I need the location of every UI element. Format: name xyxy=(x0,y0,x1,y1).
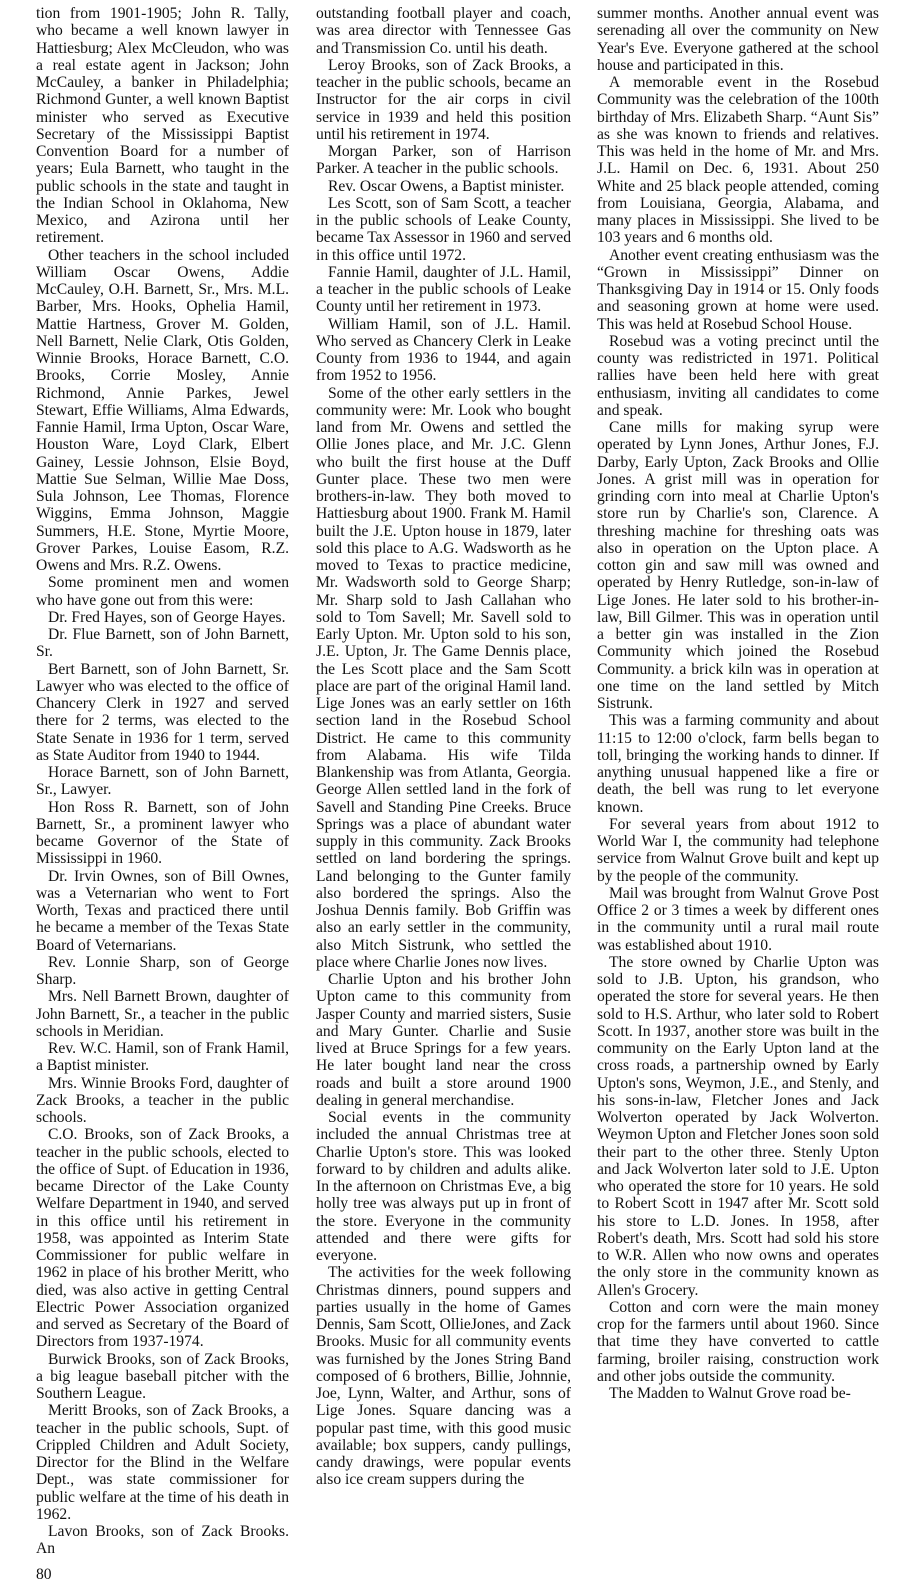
paragraph: For several years from about 1912 to World War I, the community had telephone service from Walnut Grove built and kept up by the people of the community. xyxy=(597,815,879,885)
paragraph: Other teachers in the school included William Oscar Owens, Addie McCauley, O.H. Barnett, Sr., Mrs. M.L. Barber, Mrs. Hooks, Ophelia Hamil, Mattie Hartness, Grover M. Golden, Nell Barnett, Nelie Clark, Otis Golden, Winnie Brooks, Horace Barnett, C.O. Brooks, Corrie Mosley, Annie Richmond, Annie Parkes, Jewel Stewart, Effie Williams, Alma Edwards, Fannie Hamil, Irma Upton, Oscar Ware, Houston Ware, Loyd Clark, Elbert Gainey, Lessie Johnson, Elsie Boyd, Mattie Sue Selman, Willie Mae Doss, Sula Johnson, Lee Thomas, Florence Wiggins, Emma Johnson, Maggie Summers, H.E. Stone, Myrtie Moore, Grover Parkes, Louise Easom, R.Z. Owens and Mrs. R.Z. Owens. xyxy=(36,246,289,574)
paragraph: Meritt Brooks, son of Zack Brooks, a teacher in the public schools, Supt. of Crippled Children and Adult Society, Director for the Blind in the Welfare Dept., was state commissioner for public welfare at the time of his death in 1962. xyxy=(36,1402,289,1523)
paragraph: William Hamil, son of J.L. Hamil. Who served as Chancery Clerk in Leake County from 1936 to 1944, and again from 1952 to 1956. xyxy=(316,315,571,385)
page-number: 80 xyxy=(36,1565,52,1583)
paragraph: The activities for the week following Christmas dinners, pound suppers and parties usually in the home of Games Dennis, Sam Scott, OllieJones, and Zack Brooks. Music for all community events was furnished by the Jones String Band composed of 6 brothers, Billie, Johnnie, Joe, Lynn, Walter, and Arthur, sons of Lige Jones. Square dancing was a popular past time, with this good music available; box suppers, candy pullings, candy drawings, were popular events also ice cream suppers during the xyxy=(316,1264,571,1489)
paragraph: Dr. Fred Hayes, son of George Hayes. xyxy=(48,608,286,626)
paragraph: Horace Barnett, son of John Barnett, Sr., Lawyer. xyxy=(36,764,289,799)
paragraph: A memorable event in the Rosebud Community was the celebration of the 100th birthday of Mrs. Elizabeth Sharp. “Aunt Sis” as she was known to friends and relatives. This was held in the home of Mr. and Mrs. J.L. Hamil on Dec. 6, 1931. About 250 White and 25 black people attended, coming from Louisiana, Georgia, Alabama, and many places in Mississippi. She lived to be 103 years and 6 months old. xyxy=(597,74,879,247)
paragraph: Bert Barnett, son of John Barnett, Sr. Lawyer who was elected to the office of Chancery Clerk in 1927 and served there for 2 terms, was elected to the State Senate in 1936 for 1 term, served as State Auditor from 1940 to 1944. xyxy=(36,660,289,764)
paragraph: Rev. W.C. Hamil, son of Frank Hamil, a Baptist minister. xyxy=(36,1040,289,1075)
paragraph: Leroy Brooks, son of Zack Brooks, a teacher in the public schools, became an Instructor for the air corps in civil service in 1939 and held this position until his retirement in 1974. xyxy=(316,56,571,143)
paragraph: Cane mills for making syrup were operated by Lynn Jones, Arthur Jones, F.J. Darby, Early Upton, Zack Brooks and Ollie Jones. A grist mill was in operation for grinding corn into meal at Charlie Upton's store run by Charlie's son, Clarence. A threshing machine for threshing oats was also in operation on the Upton place. A cotton gin and saw mill was owned and operated by Henry Rutledge, son-in-law of Lige Jones. He later sold to his brother-in-law, Bill Gilmer. This was in operation until a better gin was installed in the Zion Community which joined the Rosebud Community. a brick kiln was in operation at one time on the land settled by Mitch Sistrunk. xyxy=(597,419,879,712)
paragraph: Morgan Parker, son of Harrison Parker. A teacher in the public schools. xyxy=(316,143,571,178)
paragraph: outstanding football player and coach, was area director with Tennessee Gas and Transmission Co. until his death. xyxy=(316,5,571,57)
paragraph: Some of the other early settlers in the community were: Mr. Look who bought land from Mr. Owens and settled the Ollie Jones place, and Mr. J.C. Glenn who built the first house at the Duff Gunter place. These two men were brothers-in-law. They both moved to Hattiesburg about 1900. Frank M. Hamil built the J.E. Upton house in 1879, later sold this place to A.G. Wadsworth as he moved to Texas to practice medicine, Mr. Wadsworth sold to George Sharp; Mr. Sharp sold to Jash Callahan who sold to Tom Savell; Mr. Savell sold to Early Upton. Mr. Upton sold to his son, J.E. Upton, Jr. The Game Dennis place, the Les Scott place and the Sam Scott place are part of the original Hamil land. Lige Jones was an early settler on 16th section land in the Rosebud School District. He came to this community from Alabama. His wife Tilda Blankenship was from Atlanta, Georgia. George Allen settled land in the fork of Savell and Standing Pine Creeks. Bruce Springs was a place of abundant water supply in this community. Zack Brooks settled on land bordering the springs. Land belonging to the Gunter family also bordered the springs. Also the Joshua Dennis family. Bob Griffin was also an early settler in the community, also Mitch Sistrunk, who settled the place where Charlie Jones now lives. xyxy=(316,384,571,971)
paragraph: Dr. Flue Barnett, son of John Barnett, Sr. xyxy=(36,626,289,661)
paragraph: Mrs. Nell Barnett Brown, daughter of John Barnett, Sr., a teacher in the public schools in Meridian. xyxy=(36,988,289,1040)
paragraph: Mrs. Winnie Brooks Ford, daughter of Zack Brooks, a teacher in the public schools. xyxy=(36,1074,289,1126)
text-column-1-body xyxy=(36,5,289,1558)
paragraph: Les Scott, son of Sam Scott, a teacher in the public schools of Leake County, became Tax Assessor in 1960 and served in this office until 1972. xyxy=(316,194,571,264)
paragraph: Social events in the community included the annual Christmas tree at Charlie Upton's store. This was looked forward to by children and adults alike. In the afternoon on Christmas Eve, a big holly tree was always put up in front of the store. Everyone in the community attended and there were gifts for everyone. xyxy=(316,1109,571,1264)
paragraph: Charlie Upton and his brother John Upton came to this community from Jasper County and married sisters, Susie and Mary Gunter. Charlie and Susie lived at Bruce Springs for a few years. He later bought land near the cross roads and built a store around 1900 dealing in general merchandise. xyxy=(316,971,571,1109)
paragraph: Rev. Oscar Owens, a Baptist minister. xyxy=(328,177,565,195)
paragraph: Cotton and corn were the main money crop for the farmers until about 1960. Since that time they have converted to cattle farming, broiler raising, construction work and other jobs outside the community. xyxy=(597,1298,879,1385)
text-column-3 xyxy=(597,5,879,1402)
paragraph: tion from 1901-1905; John R. Tally, who became a well known lawyer in Hattiesburg; Alex McCleudon, who was a real estate agent in Jackson; John McCauley, a banker in Philadelphia; Richmond Gunter, a well known Baptist minister who served as Executive Secretary of the Mississippi Baptist Convention Board for a number of years; Eula Barnett, who taught in the public schools in the state and taught in the Indian School in Oklahoma, New Mexico, and Azirona until her retirement. xyxy=(36,5,289,247)
text-column-2 xyxy=(316,5,571,1489)
paragraph: summer months. Another annual event was serenading all over the community on New Year's Eve. Everyone gathered at the school house and participated in this. xyxy=(597,5,879,74)
paragraph: Lavon Brooks, son of Zack Brooks. An xyxy=(36,1523,289,1558)
paragraph: Rev. Lonnie Sharp, son of George Sharp. xyxy=(36,953,289,988)
paragraph: The Madden to Walnut Grove road be- xyxy=(609,1385,851,1402)
paragraph: Fannie Hamil, daughter of J.L. Hamil, a teacher in the public schools of Leake County until her retirement in 1973. xyxy=(316,263,571,316)
paragraph: Some prominent men and women who have gone out from this were: xyxy=(36,574,289,609)
text-column-1 xyxy=(36,5,289,1583)
paragraph: C.O. Brooks, son of Zack Brooks, a teacher in the public schools, elected to the office of Supt. of Education in 1936, became Director of the Lake County Welfare Department in 1940, and served in this office until his retirement in 1958, was appointed as Interim State Commissioner for public welfare in 1962 in place of his brother Meritt, who died, was also active in getting Central Electric Power Association organized and served as Secretary of the Board of Directors from 1937-1974. xyxy=(36,1126,289,1351)
paragraph: Another event creating enthusiasm was the “Grown in Mississippi” Dinner on Thanksgiving Day in 1914 or 15. Only foods and seasoning grown at home were used. This was held at Rosebud School House. xyxy=(597,246,879,333)
paragraph: Mail was brought from Walnut Grove Post Office 2 or 3 times a week by different ones in the community until a rural mail route was established about 1910. xyxy=(597,884,879,954)
paragraph: Hon Ross R. Barnett, son of John Barnett, Sr., a prominent lawyer who became Governor of the State of Mississippi in 1960. xyxy=(36,798,289,868)
paragraph: Burwick Brooks, son of Zack Brooks, a big league baseball pitcher with the Southern League. xyxy=(36,1350,289,1402)
paragraph: Dr. Irvin Ownes, son of Bill Ownes, was a Veternarian who went to Fort Worth, Texas and practiced there until he became a member of the Texas State Board of Veternarians. xyxy=(36,867,289,954)
paragraph: The store owned by Charlie Upton was sold to J.B. Upton, his grandson, who operated the store for several years. He then sold to H.S. Arthur, who later sold to Robert Scott. In 1937, another store was built in the community on the Early Upton land at the cross roads, a partnership owned by Early Upton's sons, Weymon, J.E., and Stenly, and his sons-in-law, Fletcher Jones and Jack Wolverton operated by Jack Wolverton. Weymon Upton and Fletcher Jones soon sold their part to the other three. Stenly Upton and Jack Wolverton later sold to J.E. Upton who operated the store for 10 years. He sold to Robert Scott in 1947 after Mr. Scott sold his store to L.D. Jones. In 1958, after Robert's death, Mrs. Scott had sold his store to W.R. Allen who now owns and operates the only store in the community known as Allen's Grocery. xyxy=(597,953,879,1299)
paragraph: This was a farming community and about 11:15 to 12:00 o'clock, farm bells began to toll, bringing the working hands to dinner. If anything unusual happened like a fire or death, the bell was rung to let everyone known. xyxy=(597,712,879,816)
paragraph: Rosebud was a voting precinct until the county was redistricted in 1971. Political rallies have been held here with great enthusiasm, inviting all candidates to come and speak. xyxy=(597,332,879,419)
